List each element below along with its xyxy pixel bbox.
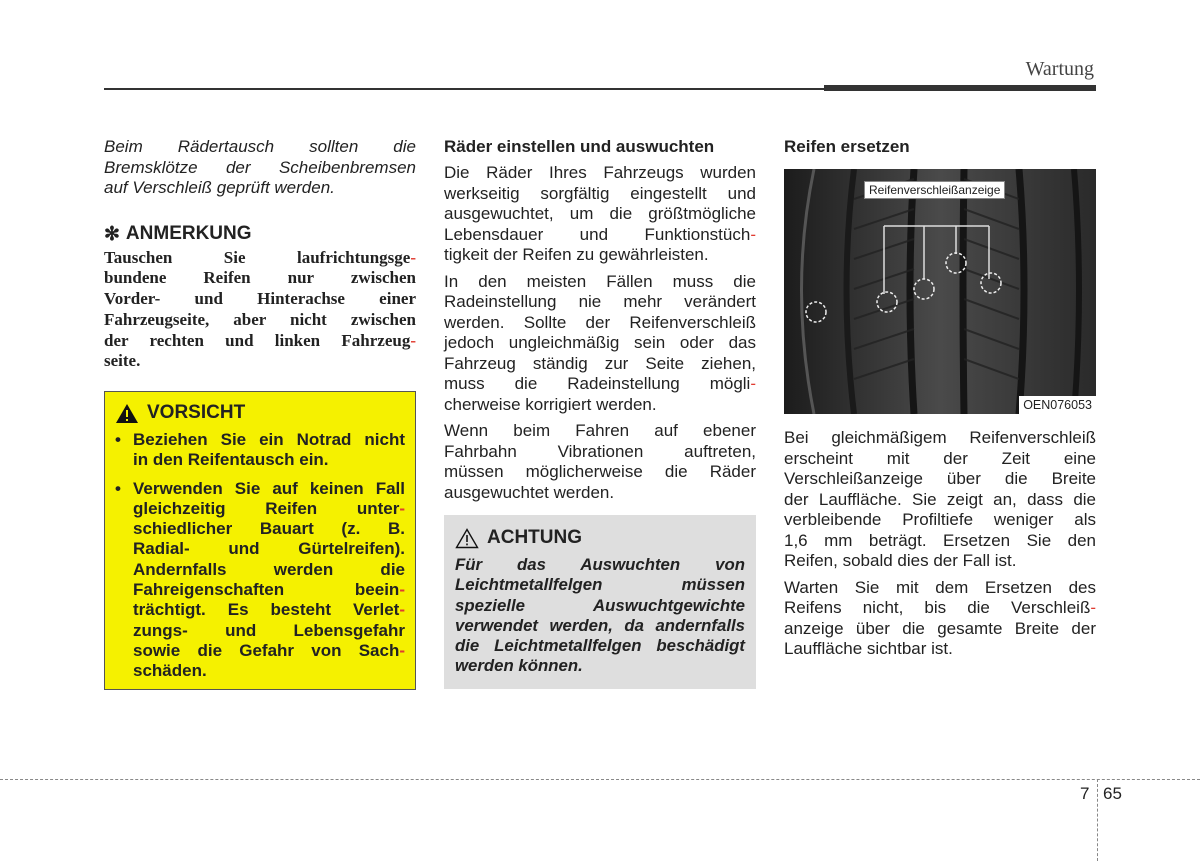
text-line: werkseitig sorgfältig eingestellt und — [444, 183, 756, 203]
intro-text — [104, 137, 416, 199]
paragraph — [784, 428, 1096, 572]
footer-vertical-divider — [1097, 779, 1098, 861]
bullet-line: zungs- und Lebensgefahr — [133, 620, 405, 640]
text-line: Fahrbahn Vibrationen auftreten, — [444, 441, 756, 461]
note-heading-label: ANMERKUNG — [125, 223, 252, 244]
note-line-text: seite. — [104, 351, 141, 371]
column-2-body — [444, 163, 756, 503]
bullet-line: Fahreigenschaften beein- — [133, 580, 405, 600]
bullet-line: trächtigt. Es besteht Verlet- — [133, 600, 405, 620]
warning-triangle-icon — [115, 403, 139, 424]
hyphen-mark: - — [1090, 598, 1096, 617]
note-heading — [104, 223, 416, 246]
bullet-line: schiedlicher Bauart (z. B. — [133, 519, 405, 539]
text-line: Fahrzeug ständig zur Seite ziehen, — [444, 353, 756, 373]
achtung-line: Für das Auswuchten von — [455, 555, 745, 574]
note-line-text: der rechten und linken Fahrzeug — [104, 330, 411, 350]
bullet-dot: • — [115, 430, 121, 449]
note-line-text: bundene Reifen nur zwischen — [104, 268, 416, 288]
text-line: Reifen, sobald dies der Fall ist. — [784, 551, 1017, 570]
asterisk-icon: ✻ — [104, 223, 120, 245]
footer-divider — [0, 779, 1200, 780]
text-line: Lauffläche sichtbar ist. — [784, 639, 953, 658]
bullet-dot: • — [115, 478, 121, 498]
intro-line: Beim Rädertausch sollten die — [104, 137, 416, 156]
hyphen-mark: - — [399, 600, 405, 620]
text-line: tigkeit der Reifen zu gewährleisten. — [444, 245, 709, 264]
intro-line: Bremsklötze der Scheibenbremsen — [104, 157, 416, 177]
section-title-wheels: Räder einstellen und auswuchten — [444, 137, 715, 156]
chapter-number: 7 — [1080, 784, 1090, 803]
warning-triangle-icon — [455, 528, 479, 549]
hyphen-mark: - — [399, 640, 405, 660]
bullet-line: gleichzeitig Reifen unter- — [133, 498, 405, 518]
note-line — [104, 331, 416, 352]
note-line-text: Vorder- und Hinterachse einer — [104, 289, 416, 309]
hyphen-mark: - — [399, 498, 405, 518]
bullet-line: Verwenden Sie auf keinen Fall — [133, 478, 405, 498]
tire-tread-image — [784, 169, 1096, 414]
page-number: 65 — [1103, 784, 1122, 803]
column-2 — [444, 137, 756, 509]
paragraph — [444, 421, 756, 503]
text-line: ausgewuchtet, um die größtmögliche — [444, 204, 756, 223]
column-3 — [784, 137, 1096, 163]
bullet-line: Andernfalls werden die — [133, 559, 405, 579]
achtung-line: werden können. — [455, 656, 583, 676]
note-line-text: Tauschen Sie laufrichtungsge — [104, 247, 411, 267]
header-rule-thin — [104, 88, 824, 90]
text-line: Warten Sie mit dem Ersetzen des — [784, 577, 1096, 597]
bullet-line: sowie die Gefahr von Sach- — [133, 640, 405, 660]
paragraph — [444, 163, 756, 266]
bullet-line: in den Reifentausch ein. — [133, 450, 329, 470]
bullet-line: Radial- und Gürtelreifen). — [133, 539, 405, 559]
note-body — [104, 248, 416, 373]
text-line: In den meisten Fällen muss die — [444, 271, 756, 291]
text-line: verbleibende Profiltiefe weniger als — [784, 510, 1096, 529]
caution-heading-label: VORSICHT — [147, 402, 246, 423]
achtung-box — [444, 515, 756, 689]
note-line — [104, 310, 416, 331]
text-line: erscheint mit der Zeit eine — [784, 448, 1096, 468]
page-header-title: Wartung — [1025, 58, 1094, 80]
text-line: Radeinstellung nie mehr verändert — [444, 292, 756, 311]
achtung-heading-label: ACHTUNG — [487, 527, 582, 548]
note-line — [104, 351, 416, 372]
bullet-line: Beziehen Sie ein Notrad nicht — [133, 430, 405, 449]
achtung-line: Leichtmetallfelgen müssen — [455, 575, 745, 595]
tire-tread-illustration — [784, 169, 1096, 414]
text-line: werden. Sollte der Reifenverschleiß — [444, 312, 756, 332]
achtung-line: spezielle Auswuchtgewichte — [455, 595, 745, 615]
text-line: Bei gleichmäßigem Reifenverschleiß — [784, 428, 1096, 447]
text-line: Die Räder Ihres Fahrzeugs wurden — [444, 163, 756, 182]
column-1 — [104, 137, 416, 372]
note-line — [104, 268, 416, 289]
note-line-text: Fahrzeugseite, aber nicht zwischen — [104, 309, 416, 329]
intro-line: auf Verschleiß geprüft werden. — [104, 178, 335, 197]
text-line: muss die Radeinstellung mögli- — [444, 374, 756, 393]
hyphen-mark: - — [750, 224, 756, 244]
wear-indicator-label: Reifenverschleißanzeige — [864, 181, 1005, 199]
bullet-line: schäden. — [133, 661, 207, 681]
text-line: cherweise korrigiert werden. — [444, 394, 657, 414]
hyphen-mark: - — [750, 374, 756, 393]
achtung-line: verwendet werden, da andernfalls — [455, 615, 745, 635]
text-line: Lebensdauer und Funktionstüch- — [444, 224, 756, 244]
text-line: der Lauffläche. Sie zeigt an, dass die — [784, 489, 1096, 509]
section-title-tires: Reifen ersetzen — [784, 137, 910, 156]
column-3-body — [784, 428, 1096, 666]
text-line: müssen möglicherweise die Räder — [444, 462, 756, 481]
caution-bullet — [115, 479, 405, 682]
caution-bullet — [115, 430, 405, 471]
paragraph — [444, 272, 756, 416]
hyphen-mark: - — [410, 247, 416, 267]
achtung-body — [455, 555, 745, 677]
achtung-heading — [455, 527, 745, 549]
note-line — [104, 248, 416, 269]
text-line: Reifens nicht, bis die Verschleiß- — [784, 598, 1096, 617]
caution-heading — [115, 402, 405, 424]
text-line: Wenn beim Fahren auf ebener — [444, 421, 756, 440]
image-code: OEN076053 — [1019, 396, 1096, 414]
text-line: anzeige über die gesamte Breite der — [784, 618, 1096, 638]
caution-box — [104, 391, 416, 690]
text-line: jedoch ungleichmäßig sein oder das — [444, 333, 756, 352]
hyphen-mark: - — [399, 580, 405, 600]
header-rule-thick — [824, 85, 1096, 91]
text-line: ausgewuchtet werden. — [444, 482, 615, 502]
paragraph — [784, 578, 1096, 660]
hyphen-mark: - — [410, 330, 416, 350]
achtung-line: die Leichtmetallfelgen beschädigt — [455, 636, 745, 656]
text-line: 1,6 mm beträgt. Ersetzen Sie den — [784, 530, 1096, 550]
text-line: Verschleißanzeige über die Breite — [784, 469, 1096, 488]
note-line — [104, 289, 416, 310]
caution-bullets — [115, 430, 405, 682]
